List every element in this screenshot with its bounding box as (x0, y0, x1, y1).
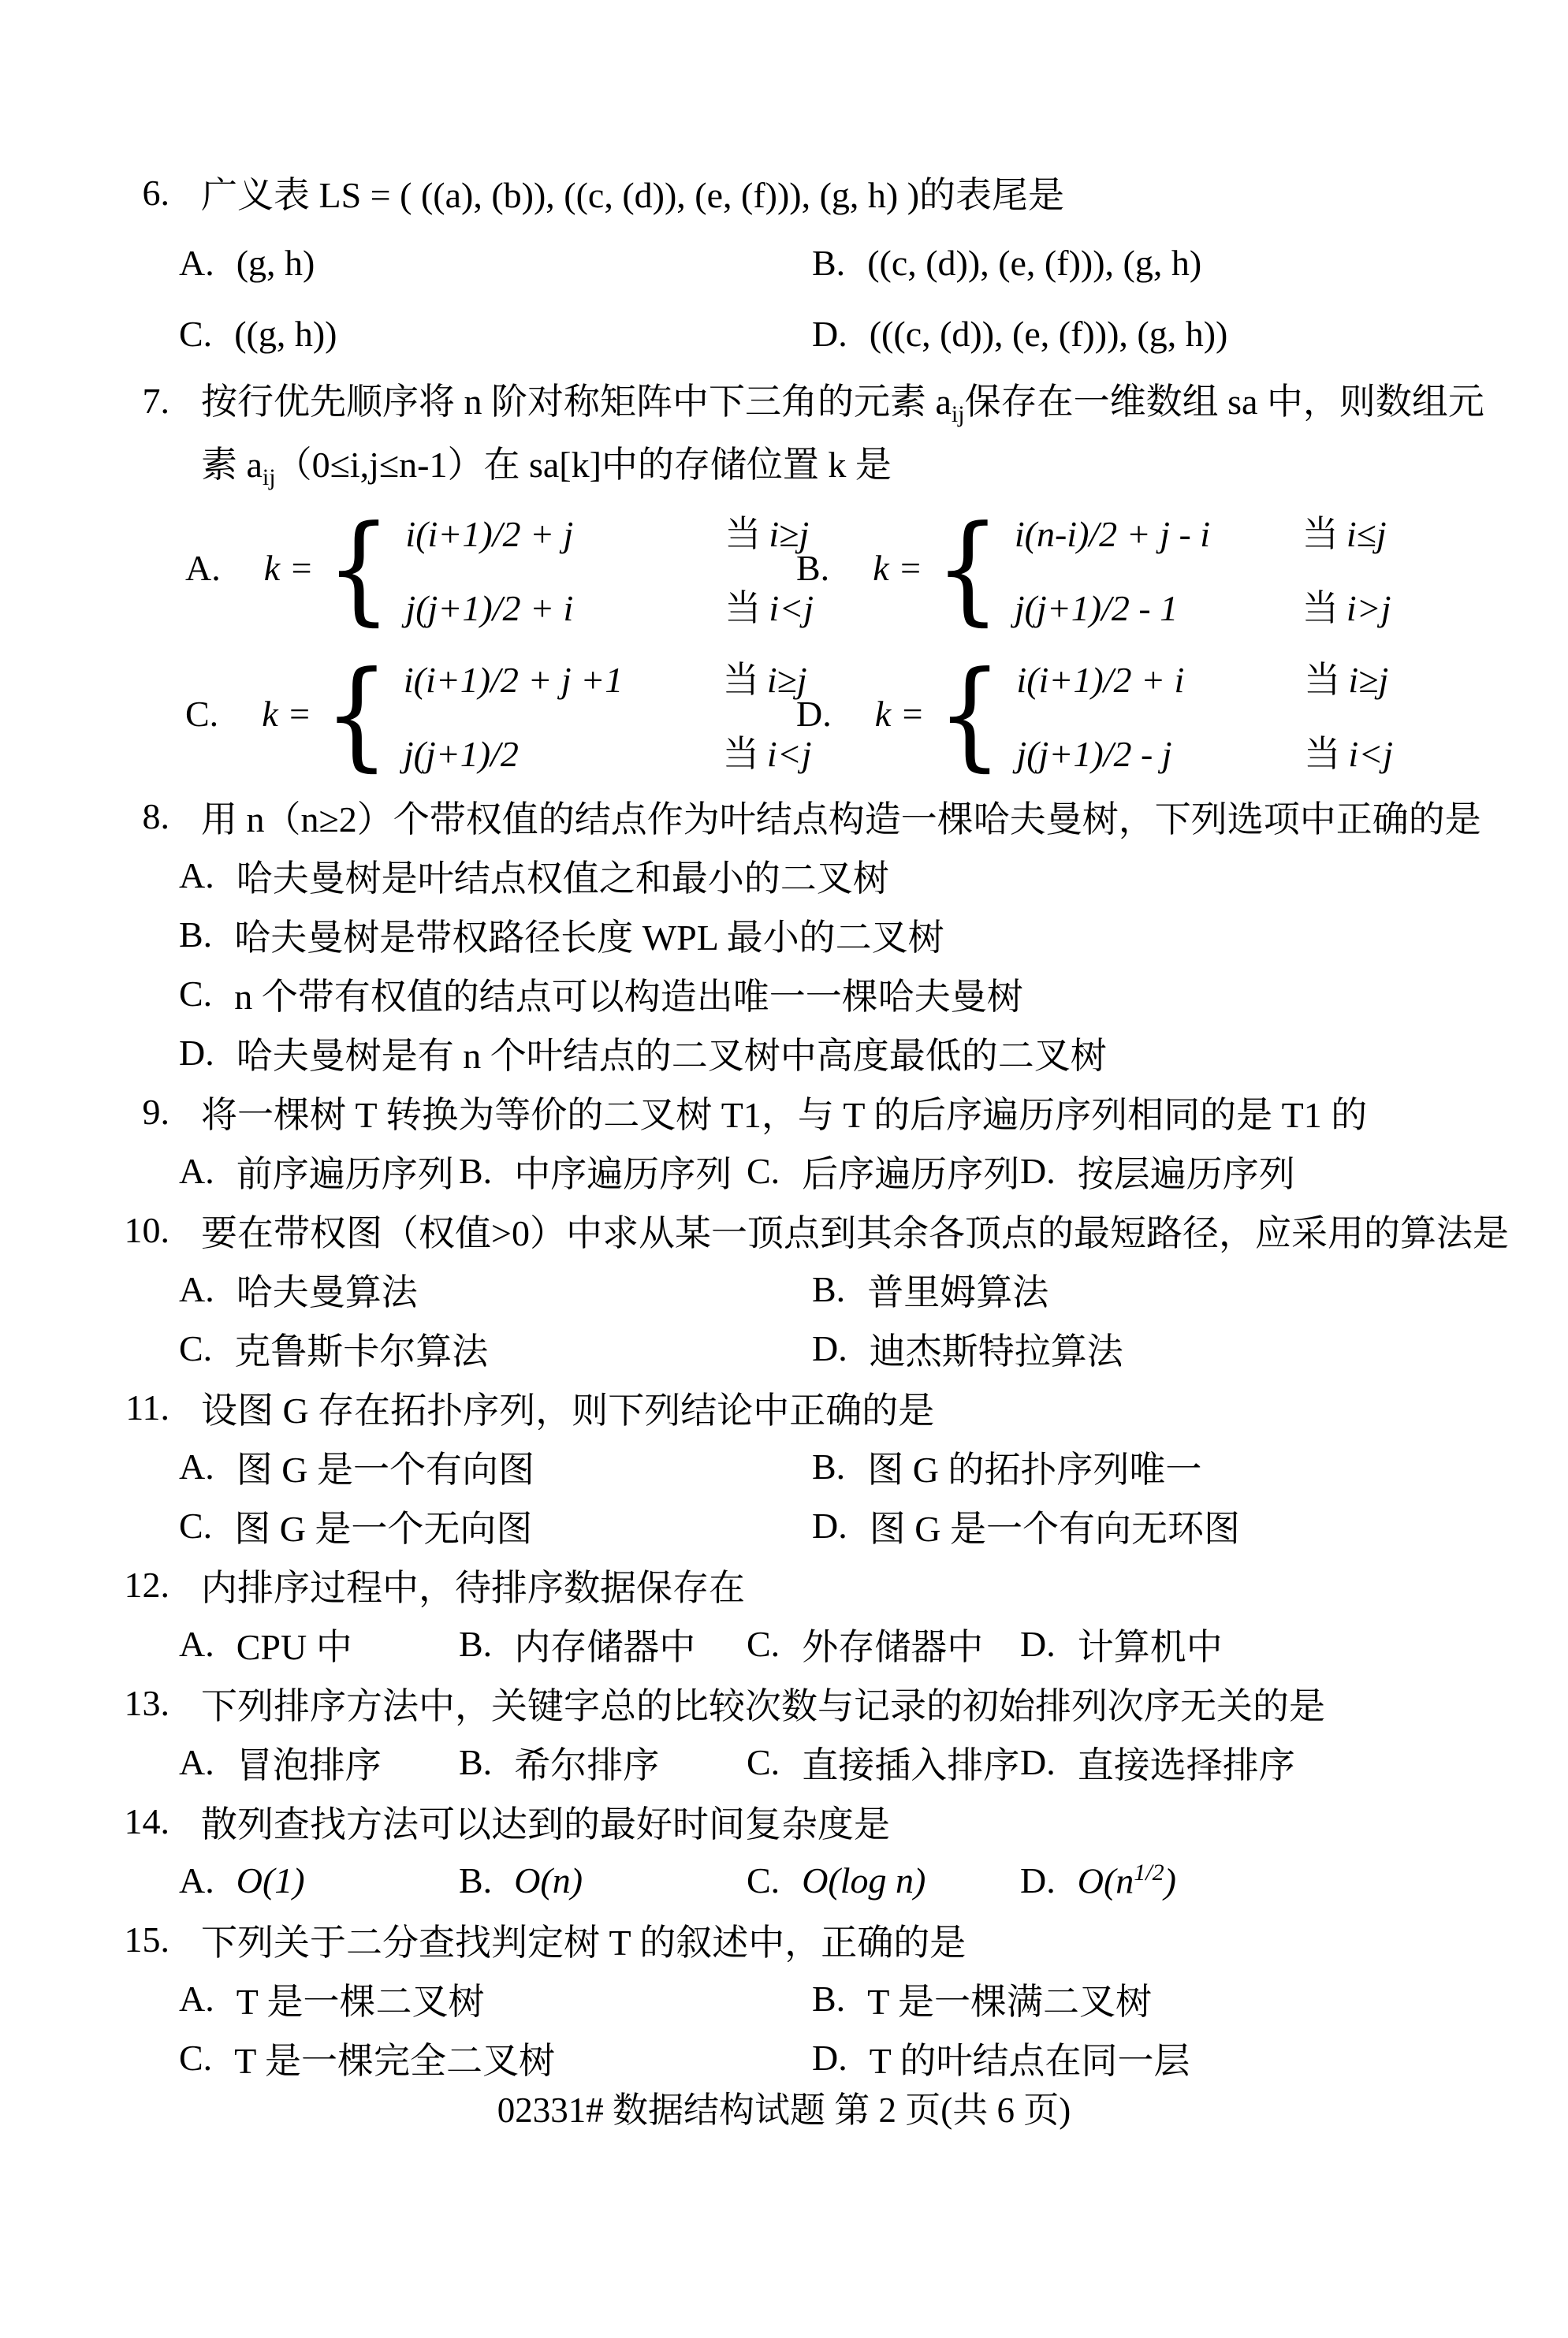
option-text: ((g, h)) (234, 313, 337, 354)
q10-option-b (812, 1264, 1048, 1316)
superscript-half: 1/2 (1134, 1859, 1164, 1886)
option-label: A. (179, 1624, 214, 1664)
question-number: 7. (142, 380, 169, 421)
question-11-options-cd (83, 1496, 1513, 1555)
option-text: T 是一棵满二叉树 (867, 1981, 1152, 2022)
option-text: 计算机中 (1077, 1626, 1223, 1667)
option-text: 克鲁斯卡尔算法 (234, 1331, 489, 1372)
option-label: A. (179, 1269, 214, 1309)
option-label: D. (1020, 1151, 1056, 1191)
q7-option-c (185, 645, 812, 783)
option-label: A. (179, 242, 214, 283)
q14-option-d (1020, 1860, 1176, 1901)
left-brace: { (324, 645, 389, 783)
question-8 (83, 787, 1513, 846)
option-formula: O(1) (236, 1860, 305, 1901)
subscript-ij: ij (951, 401, 965, 428)
option-text: 迪杰斯特拉算法 (869, 1331, 1123, 1372)
question-text-line2: 素 $a_{ij}(0\le i,j\le n-1)$在 sa[k]中的存储位置 k 是 (201, 444, 892, 491)
option-label: B. (179, 914, 213, 955)
option-text: CPU 中 (236, 1626, 352, 1667)
option-text: 按层遍历序列 (1077, 1153, 1295, 1194)
option-formula: O(log n) (802, 1860, 926, 1901)
question-14 (83, 1792, 1513, 1851)
option-formula: $O(n^{1/2})$ (1077, 1859, 1176, 1901)
q10-option-a (179, 1264, 812, 1316)
q6-option-c (179, 313, 812, 355)
option-label: B. (812, 242, 846, 283)
option-label: A. (185, 548, 221, 588)
question-9 (83, 1082, 1513, 1141)
option-label: D. (812, 1506, 847, 1546)
q15-option-b (812, 1973, 1152, 2025)
option-label: C. (747, 1151, 780, 1191)
q9-option-a (179, 1145, 459, 1197)
condition: 当 i<j (724, 587, 814, 628)
option-label: B. (812, 1446, 846, 1487)
condition: 当 i>j (1302, 587, 1391, 628)
question-text: 将一棵树 T 转换为等价的二叉树 T1，与 T 的后序遍历序列相同的是 T1 的 (201, 1094, 1368, 1135)
option-text: 内存储器中 (514, 1626, 696, 1667)
option-label: D. (812, 313, 847, 354)
option-label: C. (179, 1328, 213, 1368)
question-text: 下列排序方法中，关键字总的比较次数与记录的初始排列次序无关的是 (201, 1685, 1325, 1726)
q14-option-a (179, 1860, 459, 1901)
option-label: D. (812, 2038, 847, 2078)
question-15-options-ab (83, 1969, 1513, 2028)
formula: j(j+1)/2 + i (405, 587, 574, 628)
option-label: C. (747, 1860, 780, 1901)
option-label: D. (1020, 1624, 1056, 1664)
k-equals: k = (263, 548, 314, 588)
left-brace: { (937, 645, 1003, 783)
question-6-options-cd (83, 298, 1513, 369)
q7-option-b (796, 499, 1391, 637)
option-text: 哈夫曼算法 (236, 1271, 418, 1312)
q10-option-c (179, 1323, 812, 1375)
question-13 (83, 1673, 1513, 1733)
question-number: 13. (124, 1683, 169, 1723)
option-text: 哈夫曼树是有 n 个叶结点的二叉树中高度最低的二叉树 (236, 1035, 1107, 1076)
q8-option-c (83, 964, 1513, 1023)
question-text: 下列关于二分查找判定树 T 的叙述中，正确的是 (201, 1922, 966, 1963)
option-text: (((c, (d)), (e, (f))), (g, h)) (869, 313, 1228, 354)
option-text: (g, h) (236, 242, 315, 283)
question-text: 内排序过程中，待排序数据保存在 (201, 1567, 745, 1608)
piecewise-cases (405, 505, 814, 631)
option-text: 后序遍历序列 (802, 1153, 1020, 1194)
option-text: 前序遍历序列 (236, 1153, 454, 1194)
option-label: B. (812, 1979, 846, 2019)
option-text: 中序遍历序列 (514, 1153, 732, 1194)
question-text: 广义表 LS = ( ((a), (b)), ((c, (d)), (e, (f))), (g, h) )的表尾是 (201, 175, 1065, 215)
q11-option-c (179, 1500, 812, 1552)
option-label: C. (179, 974, 213, 1014)
option-text: 直接插入排序 (802, 1744, 1020, 1785)
option-label: B. (812, 1269, 846, 1309)
option-label: A. (179, 1446, 214, 1487)
option-text: ((c, (d)), (e, (f))), (g, h) (867, 242, 1202, 283)
question-10-options-cd (83, 1319, 1513, 1378)
question-number: 14. (124, 1801, 169, 1841)
q13-option-a (179, 1737, 459, 1789)
question-6 (83, 158, 1513, 227)
q14-option-c (747, 1860, 1020, 1901)
q9-option-d (1020, 1145, 1295, 1197)
formula: i(i+1)/2 + i (1016, 659, 1185, 700)
option-text: 图 G 是一个无向图 (234, 1508, 533, 1549)
condition: 当 i<j (1304, 733, 1394, 774)
option-text: 图 G 是一个有向图 (236, 1449, 534, 1490)
q9-option-c (747, 1145, 1020, 1197)
k-equals: k = (262, 694, 312, 734)
question-12 (83, 1555, 1513, 1614)
q9-option-b (459, 1145, 747, 1197)
piecewise-cases (1016, 651, 1393, 777)
q13-option-c (747, 1737, 1020, 1789)
formula: j(j+1)/2 (403, 733, 519, 774)
question-10-options-ab (83, 1260, 1513, 1319)
question-9-options (83, 1141, 1513, 1201)
option-label: B. (459, 1742, 493, 1782)
option-text: T 的叶结点在同一层 (869, 2040, 1190, 2081)
option-label: C. (179, 313, 213, 354)
question-14-options (83, 1851, 1513, 1910)
question-text: 要在带权图（权值>0）中求从某一顶点到其余各顶点的最短路径，应采用的算法是 (201, 1212, 1509, 1253)
option-text: T 是一棵完全二叉树 (234, 2040, 555, 2081)
k-equals: k = (874, 694, 925, 734)
option-label: A. (179, 855, 214, 895)
left-brace: { (935, 499, 1000, 637)
option-label: D. (812, 1328, 847, 1368)
q7-option-d (796, 645, 1394, 783)
left-brace: { (326, 499, 392, 637)
option-label: C. (179, 2038, 213, 2078)
page-footer: 02331# 数据结构试题 第 2 页(共 6 页) (497, 2090, 1071, 2130)
condition: 当 i≤j (1302, 513, 1387, 554)
option-text: 普里姆算法 (867, 1271, 1049, 1312)
question-number: 9. (142, 1092, 169, 1132)
question-15-options-cd (83, 2028, 1513, 2087)
q8-option-a (83, 846, 1513, 905)
formula: i(i+1)/2 + j (405, 513, 574, 554)
q12-option-b (459, 1618, 747, 1670)
option-text: 哈夫曼树是带权路径长度 WPL 最小的二叉树 (234, 917, 944, 958)
question-11-options-ab (83, 1437, 1513, 1496)
q6-option-a (179, 242, 812, 284)
question-number: 8. (142, 796, 169, 836)
option-label: C. (179, 1506, 213, 1546)
option-text: 图 G 的拓扑序列唯一 (867, 1449, 1202, 1490)
q11-option-d (812, 1500, 1240, 1552)
option-text: 图 G 是一个有向无环图 (869, 1508, 1240, 1549)
condition: 当 i<j (722, 733, 812, 774)
option-label: C. (185, 694, 219, 734)
option-text: 直接选择排序 (1077, 1744, 1295, 1785)
question-15 (83, 1910, 1513, 1969)
option-label: A. (179, 1742, 214, 1782)
q13-option-d (1020, 1737, 1295, 1789)
condition: 当 i≥j (1304, 659, 1389, 700)
q8-option-b (83, 905, 1513, 964)
option-label: D. (1020, 1742, 1056, 1782)
option-label: D. (796, 694, 832, 734)
formula: j(j+1)/2 - 1 (1014, 587, 1179, 628)
piecewise-cases (1015, 505, 1391, 631)
option-label: B. (796, 548, 830, 588)
q13-option-b (459, 1737, 747, 1789)
q15-option-c (179, 2032, 812, 2084)
question-6-options-ab (83, 227, 1513, 298)
option-label: B. (459, 1860, 493, 1901)
q15-option-d (812, 2032, 1190, 2084)
option-label: C. (747, 1742, 780, 1782)
option-text: 冒泡排序 (236, 1744, 382, 1785)
option-label: B. (459, 1151, 493, 1191)
option-text: n 个带有权值的结点可以构造出唯一一棵哈夫曼树 (234, 976, 1023, 1017)
piecewise-cases (404, 651, 812, 777)
question-number: 15. (124, 1919, 169, 1960)
subscript-ij: ij (262, 464, 276, 491)
q11-option-a (179, 1441, 812, 1493)
formula: j(j+1)/2 - j (1016, 733, 1172, 774)
q7-option-a (185, 499, 814, 637)
question-number: 12. (124, 1565, 169, 1605)
option-text: 希尔排序 (514, 1744, 660, 1785)
question-number: 6. (142, 172, 169, 213)
option-label: B. (459, 1624, 493, 1664)
question-text: 散列查找方法可以达到的最好时间复杂度是 (201, 1804, 890, 1845)
question-number: 11. (125, 1387, 169, 1428)
q8-option-d (83, 1023, 1513, 1082)
condition: 当 i≥j (722, 659, 807, 700)
option-text: T 是一棵二叉树 (236, 1981, 485, 2022)
q10-option-d (812, 1323, 1123, 1375)
option-text: 外存储器中 (802, 1626, 984, 1667)
option-label: A. (179, 1979, 214, 2019)
question-7-options-ab (83, 495, 1513, 641)
q12-option-a (179, 1618, 459, 1670)
k-equals: k = (873, 548, 923, 588)
question-7-options-cd (83, 641, 1513, 787)
question-text-line1: 按行优先顺序将 n 阶对称矩阵中下三角的元素 $a_{ij}$保存在一维数组 sa 中，则数组元 (201, 381, 1484, 428)
question-7 (83, 369, 1513, 432)
option-label: D. (179, 1033, 214, 1073)
condition: 当 i≥j (724, 513, 810, 554)
option-label: A. (179, 1151, 214, 1191)
option-formula: O(n) (514, 1860, 583, 1901)
q11-option-b (812, 1441, 1201, 1493)
q15-option-a (179, 1973, 812, 2025)
q12-option-d (1020, 1618, 1223, 1670)
question-7-line2 (83, 432, 1513, 495)
question-number: 10. (124, 1210, 169, 1250)
question-text: 设图 G 存在拓扑序列，则下列结论中正确的是 (201, 1390, 935, 1431)
option-label: C. (747, 1624, 780, 1664)
formula: i(i+1)/2 + j +1 (403, 659, 624, 700)
question-11 (83, 1378, 1513, 1437)
q14-option-b (459, 1860, 747, 1901)
q6-option-d (812, 313, 1227, 355)
question-12-options (83, 1614, 1513, 1673)
option-label: D. (1020, 1860, 1056, 1901)
formula: i(n-i)/2 + j - i (1014, 513, 1211, 554)
question-10 (83, 1201, 1513, 1260)
question-13-options (83, 1733, 1513, 1792)
q6-option-b (812, 242, 1201, 284)
option-label: A. (179, 1860, 214, 1901)
question-text: 用 n（n≥2）个带权值的结点作为叶结点构造一棵哈夫曼树，下列选项中正确的是 (201, 799, 1481, 840)
option-text: 哈夫曼树是叶结点权值之和最小的二叉树 (236, 858, 889, 899)
q12-option-c (747, 1618, 1020, 1670)
